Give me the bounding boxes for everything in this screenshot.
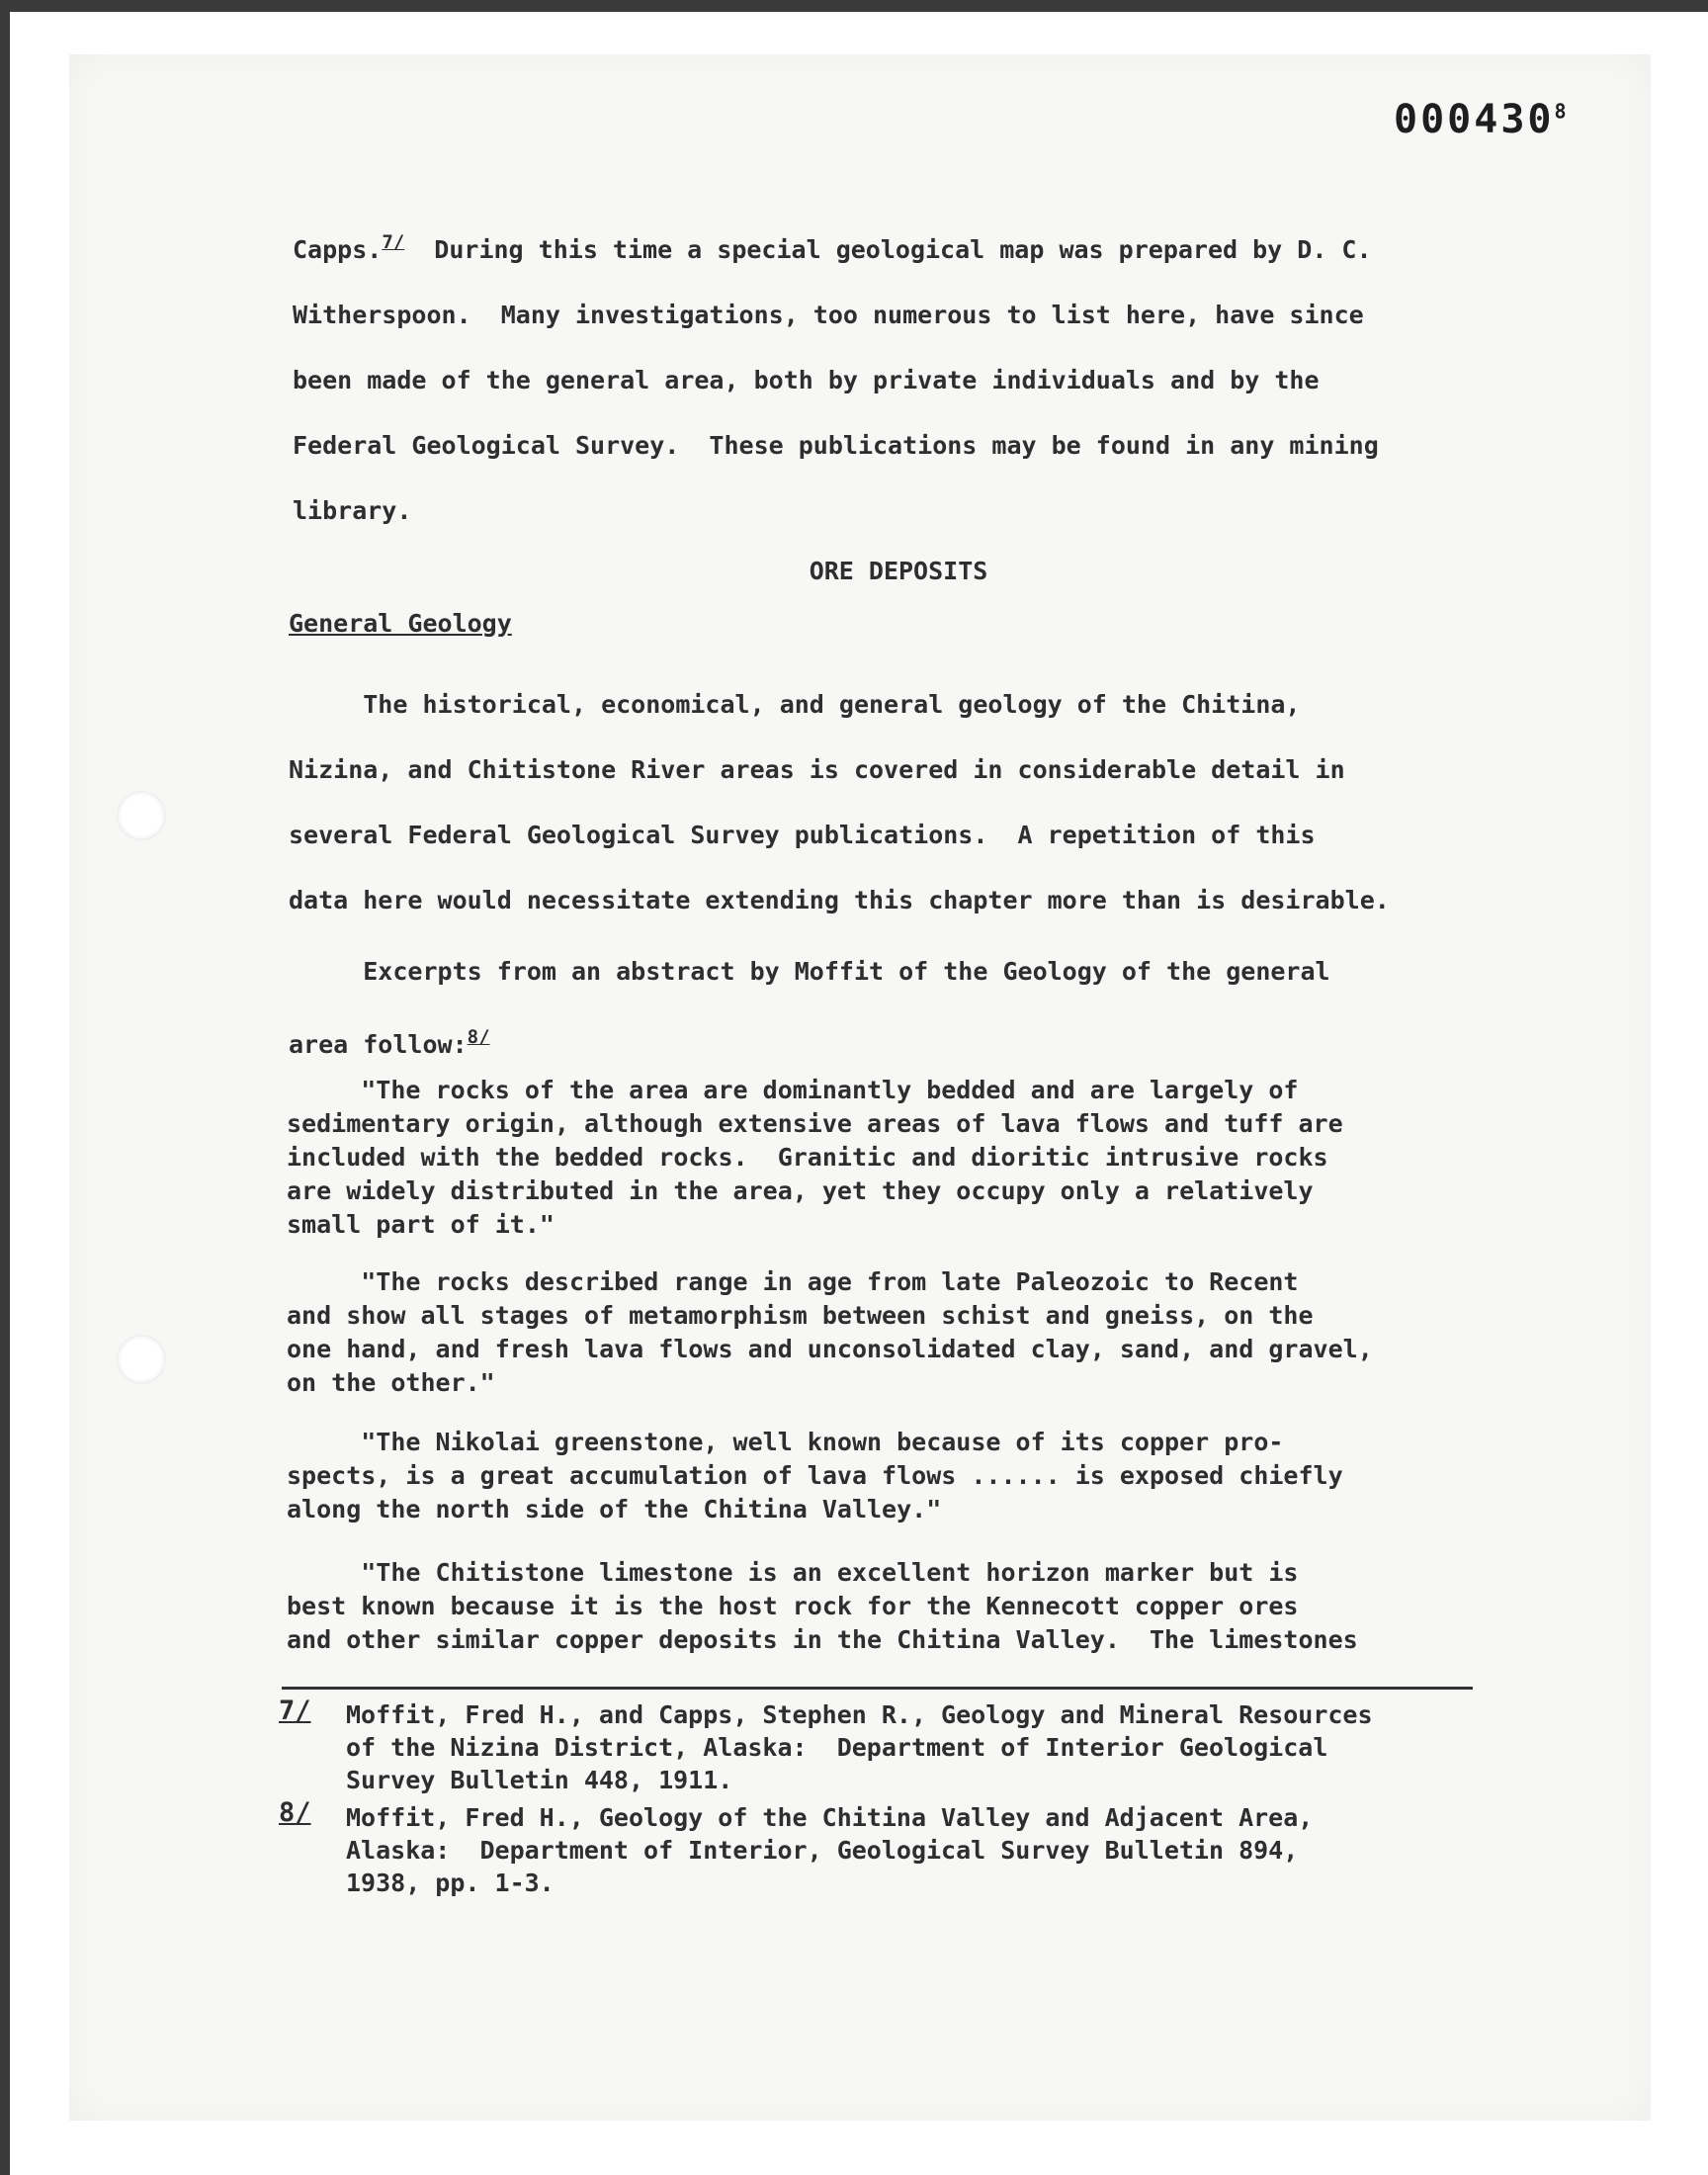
excerpts-paragraph: Excerpts from an abstract by Moffit of the Geology of the general area follow:$^{8/}$: [289, 957, 1330, 1059]
footnote-text: Moffit, Fred H., and Capps, Stephen R., Geology and Mineral Resources of the Nizina District, Alaska: Department of Interior Geological Survey Bulletin 448, 1911.: [346, 1700, 1373, 1794]
footnote-mark: 8/: [279, 1797, 311, 1828]
intro-paragraph: Capps.$^{7/}$ During this time a special geological map was prepared by D. C. Witherspoon. Many investigations, too numerous to list here, have since been made of the general area, both by private individuals and by the Federal Geological Survey. These publications may be found in any mining library.: [293, 231, 1379, 525]
footnote-ref-8: 8/: [467, 1026, 490, 1048]
footnote-mark: 7/: [279, 1696, 311, 1726]
punch-hole: [117, 791, 166, 840]
footnote-ref-7: 7/: [382, 231, 405, 253]
punch-hole: [117, 1335, 166, 1384]
general-geology-paragraph: The historical, economical, and general geology of the Chitina, Nizina, and Chitistone River areas is covered in considerable detail in several Federal Geological Survey publications. A repetition of this data here would necessitate extending this chapter more than is desirable.: [289, 690, 1390, 914]
footnote-divider: [282, 1687, 1473, 1690]
section-heading: ORE DEPOSITS: [809, 557, 988, 585]
subsection-heading: General Geology: [289, 609, 512, 638]
footnote-text: Moffit, Fred H., Geology of the Chitina Valley and Adjacent Area, Alaska: Department of Interior, Geological Survey Bulletin 894, 1938, pp. 1-3.: [346, 1803, 1314, 1897]
quote-paragraph: "The Chitistone limestone is an excellent horizon marker but is best known because it is the host rock for the Kennecott copper ores and other similar copper deposits in the Chitina Valley. The limestones: [287, 1558, 1358, 1654]
page-number: 000430$^8$: [1394, 97, 1570, 142]
quote-paragraph: "The rocks of the area are dominantly bedded and are largely of sedimentary origin, although extensive areas of lava flows and tuff are included with the bedded rocks. Granitic and dioritic intrusive rocks are widely distributed in the area, yet they occupy only a relatively small part of it.": [287, 1076, 1343, 1239]
quote-paragraph: "The Nikolai greenstone, well known because of its copper pro- spects, is a great accumulation of lava flows ...... is exposed chiefly along the north side of the Chitina Valley.": [287, 1428, 1343, 1523]
quote-paragraph: "The rocks described range in age from late Paleozoic to Recent and show all stages of metamorphism between schist and gneiss, on the one hand, and fresh lava flows and unconsolidated clay, sand, and gravel, on the other.": [287, 1267, 1373, 1397]
